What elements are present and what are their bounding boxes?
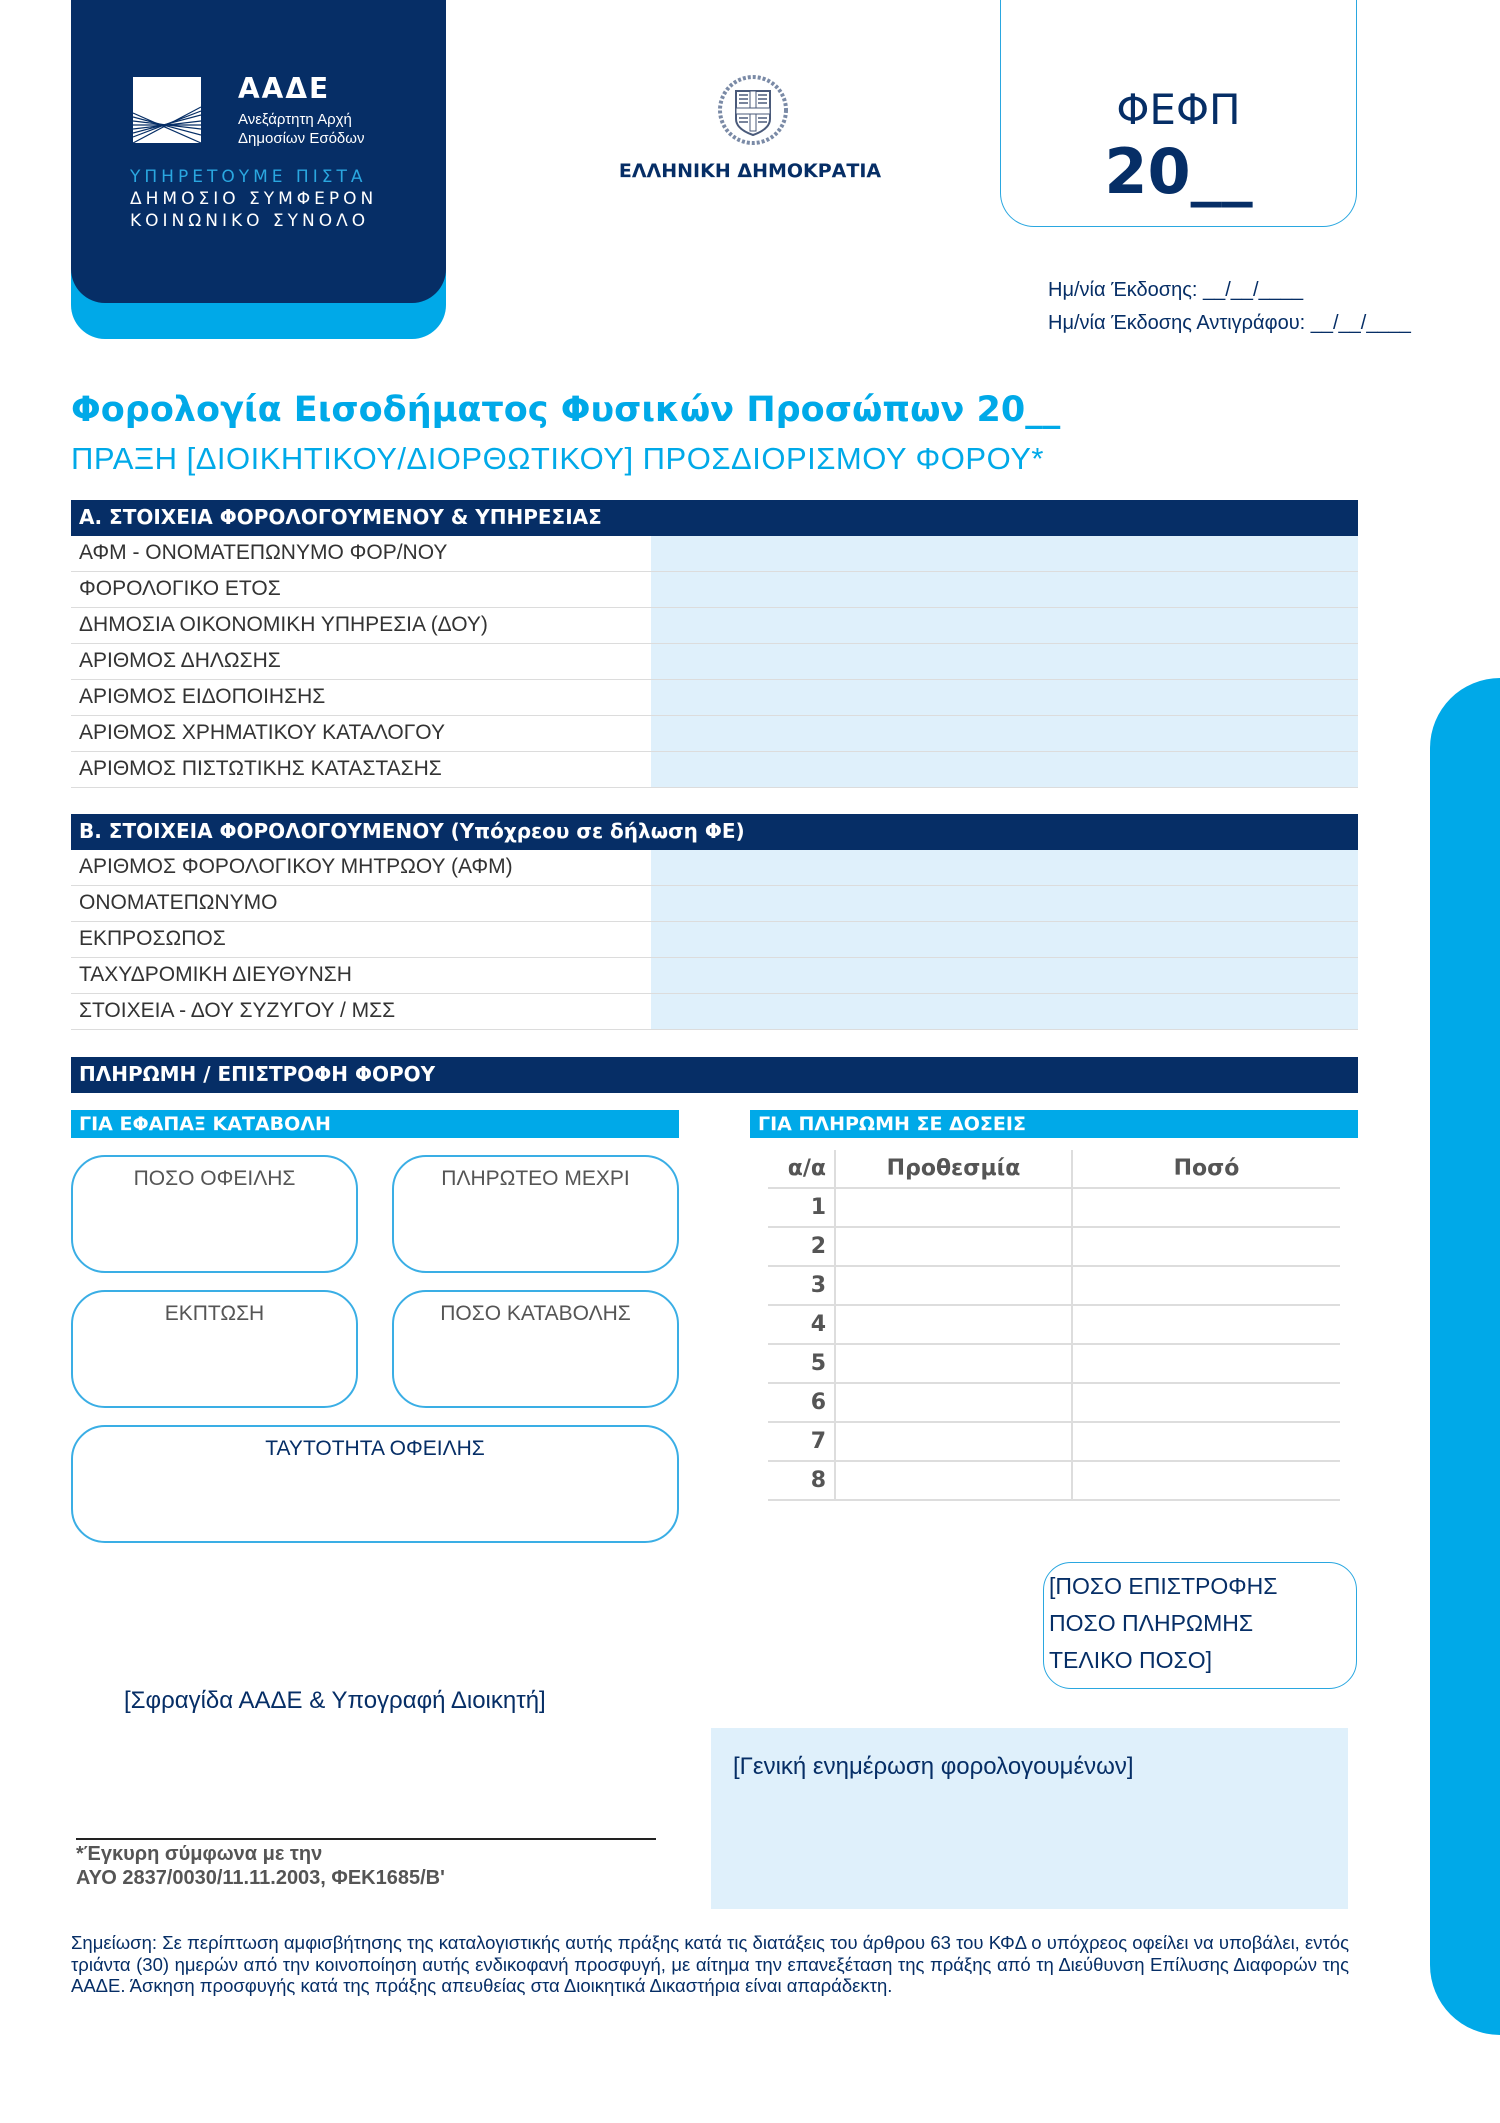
table-row <box>71 680 1358 716</box>
logo-acronym: ΑΑΔΕ <box>238 72 331 105</box>
signature-divider <box>76 1838 656 1840</box>
table-row <box>71 752 1358 788</box>
deadline-cell[interactable] <box>836 1267 1073 1304</box>
column-header: Ποσό <box>1173 1156 1240 1181</box>
field-value[interactable] <box>651 994 1358 1029</box>
section-b-table <box>71 850 1358 1030</box>
table-row <box>768 1384 1340 1423</box>
row-number: 6 <box>768 1384 836 1421</box>
amount-cell[interactable] <box>1073 1345 1340 1382</box>
table-row <box>768 1267 1340 1306</box>
field-value[interactable] <box>651 716 1358 751</box>
field-value[interactable] <box>651 680 1358 715</box>
amount-cell[interactable] <box>1073 1189 1340 1226</box>
table-row <box>71 850 1358 886</box>
section-b-heading: Β. ΣΤΟΙΧΕΙΑ ΦΟΡΟΛΟΓΟΥΜΕΝΟΥ (Υπόχρεου σε δήλωση ΦΕ) <box>71 814 1358 850</box>
issue-date[interactable]: Ημ/νία Έκδοσης: __/__/____ <box>1048 279 1304 301</box>
row-number: 3 <box>768 1267 836 1304</box>
amount-due-box[interactable]: ΠΟΣΟ ΟΦΕΙΛΗΣ <box>71 1155 358 1273</box>
field-label: ΣΤΟΙΧΕΙΑ - ΔΟΥ ΣΥΖΥΓΟΥ / ΜΣΣ <box>79 999 396 1022</box>
field-label: ΑΡΙΘΜΟΣ ΕΙΔΟΠΟΙΗΣΗΣ <box>79 685 326 708</box>
table-row <box>768 1345 1340 1384</box>
row-number: 5 <box>768 1345 836 1382</box>
section-a-table <box>71 536 1358 788</box>
table-row <box>71 572 1358 608</box>
table-row <box>768 1189 1340 1228</box>
table-row <box>768 1228 1340 1267</box>
deadline-cell[interactable] <box>836 1228 1073 1265</box>
amount-cell[interactable] <box>1073 1306 1340 1343</box>
payment-heading: ΠΛΗΡΩΜΗ / ΕΠΙΣΤΡΟΦΗ ΦΟΡΟΥ <box>71 1057 1358 1093</box>
stamp-signature-placeholder: [Σφραγίδα ΑΑΔΕ & Υπογραφή Διοικητή] <box>124 1687 546 1714</box>
copy-issue-date[interactable]: Ημ/νία Έκδοσης Αντιγράφου: __/__/____ <box>1048 312 1411 334</box>
table-row <box>71 644 1358 680</box>
tagline-line: ΚΟΙΝΩΝΙΚΟ ΣΥΝΟΛΟ <box>130 211 370 231</box>
section-a-heading: Α. ΣΤΟΙΧΕΙΑ ΦΟΡΟΛΟΓΟΥΜΕΝΟΥ & ΥΠΗΡΕΣΙΑΣ <box>71 500 1358 536</box>
field-value[interactable] <box>651 572 1358 607</box>
row-number: 1 <box>768 1189 836 1226</box>
tagline-line: ΔΗΜΟΣΙΟ ΣΥΜΦΕΡΟΝ <box>130 189 378 209</box>
lump-sum-heading: ΓΙΑ ΕΦΑΠΑΞ ΚΑΤΑΒΟΛΗ <box>71 1110 679 1138</box>
legal-reference <box>76 1842 445 1890</box>
field-value[interactable] <box>651 608 1358 643</box>
deadline-cell[interactable] <box>836 1189 1073 1226</box>
field-value[interactable] <box>651 752 1358 787</box>
amount-cell[interactable] <box>1073 1462 1340 1499</box>
deadline-cell[interactable] <box>836 1306 1073 1343</box>
column-header: α/α <box>768 1150 836 1187</box>
refund-amount-label: [ΠΟΣΟ ΕΠΙΣΤΡΟΦΗΣ <box>1049 1573 1278 1599</box>
field-label: ΦΟΡΟΛΟΓΙΚΟ ΕΤΟΣ <box>79 577 281 600</box>
side-decoration-tab <box>1430 678 1500 2035</box>
table-row <box>71 922 1358 958</box>
aade-logo-icon <box>133 77 201 143</box>
table-row <box>71 886 1358 922</box>
table-header-row <box>768 1150 1340 1189</box>
page-title: Φορολογία Εισοδήματος Φυσικών Προσώπων 20__ <box>71 390 1061 430</box>
field-label: ΟΝΟΜΑΤΕΠΩΝΥΜΟ <box>79 891 278 914</box>
deadline-cell[interactable] <box>836 1345 1073 1382</box>
page-subtitle: ΠΡΑΞΗ [ΔΙΟΙΚΗΤΙΚΟΥ/ΔΙΟΡΘΩΤΙΚΟΥ] ΠΡΟΣΔΙΟΡΙΣΜΟΥ ΦΟΡΟΥ* <box>71 441 1044 476</box>
field-label: ΑΡΙΘΜΟΣ ΦΟΡΟΛΟΓΙΚΟΥ ΜΗΤΡΩΟΥ (ΑΦΜ) <box>79 855 513 878</box>
logo-subtitle <box>238 110 364 148</box>
amount-cell[interactable] <box>1073 1423 1340 1460</box>
amount-cell[interactable] <box>1073 1267 1340 1304</box>
row-number: 2 <box>768 1228 836 1265</box>
deadline-cell[interactable] <box>836 1384 1073 1421</box>
payable-until-box[interactable]: ΠΛΗΡΩΤΕΟ ΜΕΧΡΙ <box>392 1155 679 1273</box>
row-number: 4 <box>768 1306 836 1343</box>
field-value[interactable] <box>651 850 1358 885</box>
field-value[interactable] <box>651 644 1358 679</box>
deadline-cell[interactable] <box>836 1462 1073 1499</box>
field-label: ΔΗΜΟΣΙΑ ΟΙΚΟΝΟΜΙΚΗ ΥΠΗΡΕΣΙΑ (ΔΟΥ) <box>79 613 488 636</box>
aade-logo-panel <box>71 0 446 303</box>
discount-box[interactable]: ΕΚΠΤΩΣΗ <box>71 1290 358 1408</box>
field-value[interactable] <box>651 536 1358 571</box>
form-code: ΦΕΦΠ <box>1116 85 1241 134</box>
totals-box <box>1043 1562 1357 1689</box>
payment-amount-label: ΠΟΣΟ ΠΛΗΡΩΜΗΣ <box>1049 1610 1254 1636</box>
form-year: 20__ <box>1104 135 1253 208</box>
republic-label: ΕΛΛΗΝΙΚΗ ΔΗΜΟΚΡΑΤΙΑ <box>618 160 882 182</box>
deadline-cell[interactable] <box>836 1423 1073 1460</box>
logo-subtitle-line: Ανεξάρτητη Αρχή <box>238 111 352 128</box>
installments-table <box>768 1150 1340 1501</box>
table-row <box>71 716 1358 752</box>
debt-id-box[interactable]: ΤΑΥΤΟΤΗΤΑ ΟΦΕΙΛΗΣ <box>71 1425 679 1543</box>
row-number: 7 <box>768 1423 836 1460</box>
legal-line: *Έγκυρη σύμφωνα με την <box>76 1843 323 1865</box>
legal-line: ΑΥΟ 2837/0030/11.11.2003, ΦΕΚ1685/Β' <box>76 1867 445 1889</box>
field-label: ΑΡΙΘΜΟΣ ΠΙΣΤΩΤΙΚΗΣ ΚΑΤΑΣΤΑΣΗΣ <box>79 757 442 780</box>
field-label: ΑΡΙΘΜΟΣ ΔΗΛΩΣΗΣ <box>79 649 281 672</box>
appeal-note: Σημείωση: Σε περίπτωση αμφισβήτησης της καταλογιστικής αυτής πράξης κατά τις διατάξεις του άρθρου 63 του ΚΦΔ ο υπόχρεος οφείλει να υποβάλει, εντός τριάντα (30) ημερών από την κοινοποίηση αυτής ενδικοφανή προσφυγή, με αίτημα την επανεξέταση της πράξης από τη Διεύθυνση Επίλυσης Διαφορών της ΑΑΔΕ. Άσκηση προσφυγής κατά της πράξης απευθείας στα Διοικητικά Δικαστήρια είναι απαράδεκτη. <box>71 1932 1349 1996</box>
field-label: ΕΚΠΡΟΣΩΠΟΣ <box>79 927 226 950</box>
column-header: Προθεσμία <box>836 1150 1073 1187</box>
table-row <box>768 1423 1340 1462</box>
installments-heading: ΓΙΑ ΠΛΗΡΩΜΗ ΣΕ ΔΟΣΕΙΣ <box>750 1110 1358 1138</box>
table-row <box>768 1306 1340 1345</box>
payment-amount-box[interactable]: ΠΟΣΟ ΚΑΤΑΒΟΛΗΣ <box>392 1290 679 1408</box>
table-row <box>768 1462 1340 1501</box>
tagline-line: ΥΠΗΡΕΤΟΥΜΕ ΠΙΣΤΑ <box>130 167 367 187</box>
table-row <box>71 536 1358 572</box>
logo-tagline <box>130 166 377 232</box>
general-info-text: [Γενική ενημέρωση φορολογουμένων] <box>733 1753 1134 1780</box>
row-number: 8 <box>768 1462 836 1499</box>
table-row <box>71 994 1358 1030</box>
greek-coat-of-arms-icon <box>716 73 790 147</box>
amount-cell[interactable] <box>1073 1228 1340 1265</box>
amount-cell[interactable] <box>1073 1384 1340 1421</box>
logo-subtitle-line: Δημοσίων Εσόδων <box>238 130 365 147</box>
field-label: ΤΑΧΥΔΡΟΜΙΚΗ ΔΙΕΥΘΥΝΣΗ <box>79 963 352 986</box>
table-row <box>71 958 1358 994</box>
final-amount-label: ΤΕΛΙΚΟ ΠΟΣΟ] <box>1049 1647 1213 1673</box>
issue-dates <box>1048 274 1411 340</box>
table-row <box>71 608 1358 644</box>
field-value[interactable] <box>651 958 1358 993</box>
field-label: ΑΦΜ - ΟΝΟΜΑΤΕΠΩΝΥΜΟ ΦΟΡ/ΝΟΥ <box>79 541 448 564</box>
field-label: ΑΡΙΘΜΟΣ ΧΡΗΜΑΤΙΚΟΥ ΚΑΤΑΛΟΓΟΥ <box>79 721 445 744</box>
field-value[interactable] <box>651 922 1358 957</box>
field-value[interactable] <box>651 886 1358 921</box>
